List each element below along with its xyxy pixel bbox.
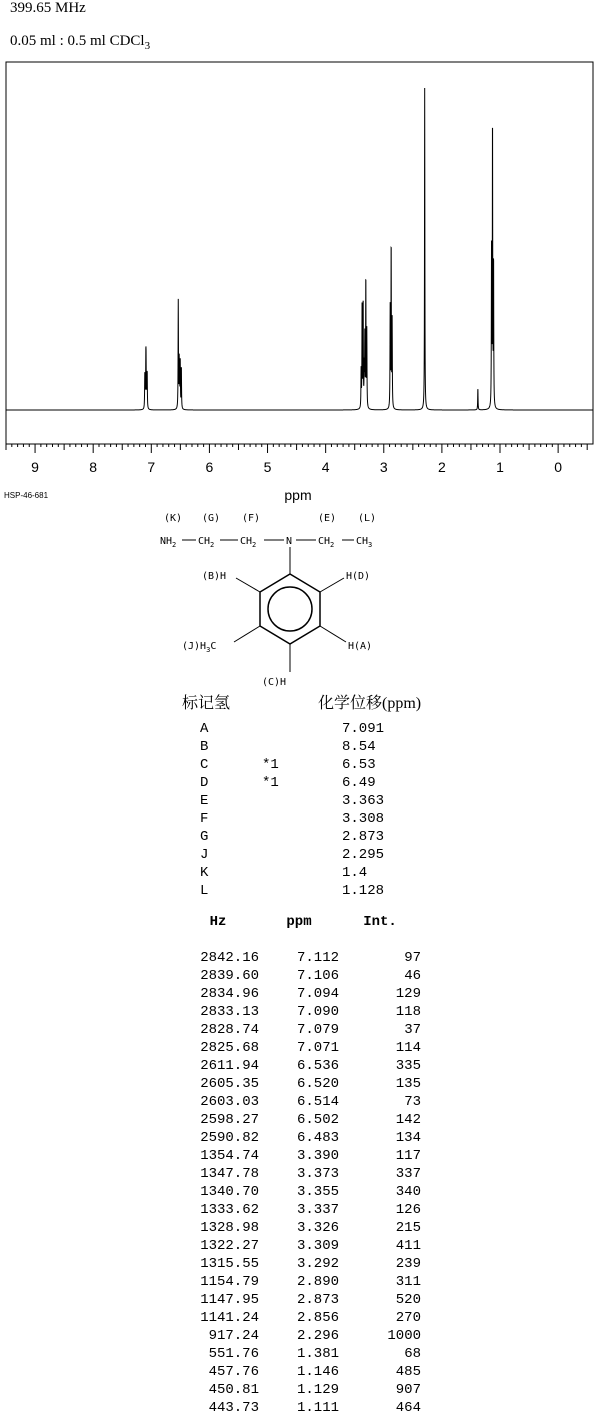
peak-ppm: 2.856 [296, 1310, 339, 1326]
peak-ppm: 6.536 [296, 1058, 339, 1074]
peak-hz: 450.81 [208, 1382, 259, 1398]
peak-ppm: 7.112 [296, 950, 339, 966]
peak-ppm: 1.381 [296, 1346, 339, 1362]
peak-hz: 551.76 [208, 1346, 259, 1362]
assignment-label: L [200, 883, 209, 899]
assignment-shift: 3.308 [342, 811, 385, 827]
assignment-table [190, 720, 422, 900]
peak-hz: 2611.94 [200, 1058, 259, 1074]
assignment-note [262, 882, 342, 900]
assignment-shift: 2.873 [342, 829, 385, 845]
peak-header-int: Int. [363, 914, 397, 930]
bond-ch3-j [234, 626, 260, 642]
assignment-label: K [200, 865, 209, 881]
h-a-label: H(A) [348, 641, 373, 652]
peak-row [178, 1039, 421, 1057]
peak-row [178, 1327, 421, 1345]
peak-ppm: 2.873 [296, 1292, 339, 1308]
assignment-row [190, 720, 422, 738]
x-axis-label: ppm [284, 487, 312, 503]
peak-ppm: 3.390 [296, 1148, 339, 1164]
x-tick-label: 4 [321, 459, 330, 475]
peak-row [178, 967, 421, 985]
label-g: (G) [202, 513, 221, 524]
solvent-text: 0.05 ml : 0.5 ml CDCl [10, 33, 145, 49]
peak-int: 126 [395, 1202, 421, 1218]
peak-table [178, 911, 421, 1417]
peak-int: 464 [395, 1400, 421, 1416]
peak-int: 1000 [387, 1328, 421, 1344]
peak-ppm: 6.520 [296, 1076, 339, 1092]
bond-h-b [236, 578, 260, 592]
assignment-row [190, 810, 422, 828]
x-tick-label: 5 [263, 459, 272, 475]
peak-ppm: 2.296 [296, 1328, 339, 1344]
x-tick-label: 2 [437, 459, 446, 475]
bond-h-a [320, 626, 346, 642]
assignment-label: G [200, 829, 209, 845]
assignment-row [190, 774, 422, 792]
peak-hz: 2833.13 [200, 1004, 259, 1020]
x-tick-label: 8 [89, 459, 98, 475]
peak-hz: 2825.68 [200, 1040, 259, 1056]
peak-hz: 1347.78 [200, 1166, 259, 1182]
assignment-shift: 8.54 [342, 739, 376, 755]
peak-row [178, 1363, 421, 1381]
peak-ppm: 7.071 [296, 1040, 339, 1056]
assignment-note [262, 720, 342, 738]
peak-hz: 2828.74 [200, 1022, 259, 1038]
h-d-label: H(D) [346, 571, 371, 582]
peak-row [178, 1219, 421, 1237]
peak-int: 411 [395, 1238, 421, 1254]
label-f: (F) [242, 513, 261, 524]
h-c-label: (C)H [262, 677, 287, 688]
peak-ppm: 6.502 [296, 1112, 339, 1128]
peak-row [178, 1345, 421, 1363]
nmr-spectrum-chart [0, 58, 595, 508]
peak-int: 46 [404, 968, 421, 984]
assignment-label: B [200, 739, 209, 755]
assignment-row [190, 756, 422, 774]
x-tick-label: 3 [379, 459, 388, 475]
assignment-label: J [200, 847, 209, 863]
peak-int: 142 [395, 1112, 421, 1128]
label-l: (L) [358, 513, 377, 524]
assignment-shift: 1.4 [342, 865, 368, 881]
peak-row [178, 1273, 421, 1291]
assignment-row [190, 792, 422, 810]
assignment-label: F [200, 811, 209, 827]
peak-ppm: 3.337 [296, 1202, 339, 1218]
peak-hz: 2605.35 [200, 1076, 259, 1092]
assignment-note: *1 [262, 757, 279, 773]
assignment-note [262, 864, 342, 882]
peak-ppm: 3.309 [296, 1238, 339, 1254]
peak-hz: 457.76 [208, 1364, 259, 1380]
peak-hz: 2598.27 [200, 1112, 259, 1128]
peak-row [178, 1003, 421, 1021]
label-k: (K) [164, 513, 183, 524]
peak-int: 239 [395, 1256, 421, 1272]
peak-header-hz: Hz [209, 914, 227, 930]
peak-ppm: 3.355 [296, 1184, 339, 1200]
peak-hz: 2842.16 [200, 950, 259, 966]
peak-row [178, 1165, 421, 1183]
peak-hz: 1154.79 [200, 1274, 259, 1290]
peak-row [178, 1381, 421, 1399]
peak-hz: 1328.98 [200, 1220, 259, 1236]
ch2-g: $CH_2$ [198, 536, 215, 549]
nh2-group: $NH_2$ [160, 536, 177, 549]
peak-row [178, 1093, 421, 1111]
peak-hz: 917.24 [208, 1328, 259, 1344]
peak-row [178, 1021, 421, 1039]
peak-hz: 1340.70 [200, 1184, 259, 1200]
assignment-note [262, 810, 342, 828]
spectrometer-frequency: 399.65 MHz [10, 0, 86, 16]
peak-ppm: 7.090 [296, 1004, 339, 1020]
assignment-label: C [200, 757, 209, 773]
peak-int: 215 [395, 1220, 421, 1236]
peak-hz: 1333.62 [200, 1202, 259, 1218]
peak-int: 907 [395, 1382, 421, 1398]
peak-hz: 1141.24 [200, 1310, 259, 1326]
peak-hz: 1322.27 [200, 1238, 259, 1254]
aromatic-circle [268, 587, 312, 631]
peak-row [178, 949, 421, 967]
peak-ppm: 3.292 [296, 1256, 339, 1272]
label-e: (E) [318, 513, 337, 524]
peak-int: 520 [395, 1292, 421, 1308]
assignment-note [262, 792, 342, 810]
assignment-note [262, 828, 342, 846]
peak-hz: 2839.60 [200, 968, 259, 984]
x-tick-label: 1 [496, 459, 504, 475]
peak-hz: 1354.74 [200, 1148, 259, 1164]
peak-ppm: 7.106 [296, 968, 339, 984]
peak-int: 37 [404, 1022, 421, 1038]
x-tick-label: 7 [147, 459, 156, 475]
peak-int: 335 [395, 1058, 421, 1074]
plot-frame [6, 62, 593, 444]
ch2-f: $CH_2$ [240, 536, 257, 549]
peak-ppm: 1.146 [296, 1364, 339, 1380]
x-tick-label: 6 [205, 459, 214, 475]
x-axis-tick-labels [31, 459, 562, 475]
solvent-info [10, 33, 150, 52]
peak-ppm: 1.111 [296, 1400, 339, 1416]
peak-int: 118 [395, 1004, 421, 1020]
x-tick-label: 9 [31, 459, 39, 475]
assignment-label: E [200, 793, 209, 809]
peak-int: 73 [404, 1094, 421, 1110]
peak-row [178, 1057, 421, 1075]
peak-int: 311 [395, 1274, 421, 1290]
assignment-note: *1 [262, 775, 279, 791]
assignment-row [190, 882, 422, 900]
peak-int: 68 [404, 1346, 421, 1362]
assignment-row [190, 846, 422, 864]
peak-ppm: 6.483 [296, 1130, 339, 1146]
assignment-row [190, 864, 422, 882]
assignment-row [190, 738, 422, 756]
chemical-structure [150, 508, 440, 688]
assignment-shift: 6.53 [342, 757, 376, 773]
peak-int: 117 [395, 1148, 421, 1164]
peak-row [178, 1147, 421, 1165]
peak-int: 114 [395, 1040, 421, 1056]
peak-row [178, 1129, 421, 1147]
peak-int: 340 [395, 1184, 421, 1200]
x-axis-ticks [6, 444, 587, 453]
peak-row [178, 1075, 421, 1093]
peak-hz: 1147.95 [200, 1292, 259, 1308]
peak-int: 270 [395, 1310, 421, 1326]
peak-int: 134 [395, 1130, 421, 1146]
peak-ppm: 6.514 [296, 1094, 339, 1110]
assignment-row [190, 828, 422, 846]
assignment-shift: 7.091 [342, 721, 385, 737]
peak-hz: 2590.82 [200, 1130, 259, 1146]
nitrogen: N [286, 536, 293, 547]
assignment-label: D [200, 775, 209, 791]
peak-row [178, 1237, 421, 1255]
peak-hz: 1315.55 [200, 1256, 259, 1272]
peak-row [178, 1399, 421, 1417]
peak-int: 135 [395, 1076, 421, 1092]
assignment-col-label-header: 标记氢 [182, 695, 231, 712]
h-b-label: (B)H [202, 571, 227, 582]
peak-ppm: 3.326 [296, 1220, 339, 1236]
peak-header-ppm: ppm [286, 914, 312, 930]
peak-ppm: 7.094 [296, 986, 339, 1002]
peak-hz: 2834.96 [200, 986, 259, 1002]
assignment-note [262, 846, 342, 864]
peak-hz: 443.73 [208, 1400, 259, 1416]
peak-row [178, 1291, 421, 1309]
assignment-shift: 2.295 [342, 847, 385, 863]
solvent-subscript: 3 [144, 40, 151, 52]
peak-int: 337 [395, 1166, 421, 1182]
ch3-l: $CH_3$ [356, 536, 373, 549]
peak-row [178, 1183, 421, 1201]
peak-int: 129 [395, 986, 421, 1002]
peak-int: 485 [395, 1364, 421, 1380]
ch2-e: $CH_2$ [318, 536, 335, 549]
ch3-j-label: $(J)H_3C$ [182, 641, 217, 654]
spectrum-trace [6, 88, 593, 410]
peak-ppm: 2.890 [296, 1274, 339, 1290]
peak-row [178, 1111, 421, 1129]
peak-hz: 2603.03 [200, 1094, 259, 1110]
assignment-label: A [200, 721, 209, 737]
peak-row [178, 1201, 421, 1219]
assignment-shift: 3.363 [342, 793, 385, 809]
x-tick-label: 0 [554, 459, 563, 475]
peak-row [178, 985, 421, 1003]
peak-int: 97 [404, 950, 421, 966]
peak-ppm: 7.079 [296, 1022, 339, 1038]
assignment-shift: 1.128 [342, 883, 385, 899]
bond-h-d [320, 578, 344, 592]
peak-ppm: 3.373 [296, 1166, 339, 1182]
benzene-ring [260, 574, 320, 644]
assignment-col-shift-header: 化学位移(ppm) [318, 695, 422, 712]
spectrum-code: HSP-46-681 [4, 491, 49, 500]
assignment-shift: 6.49 [342, 775, 376, 791]
assignment-note [262, 738, 342, 756]
peak-row [178, 1309, 421, 1327]
peak-ppm: 1.129 [296, 1382, 339, 1398]
peak-row [178, 1255, 421, 1273]
